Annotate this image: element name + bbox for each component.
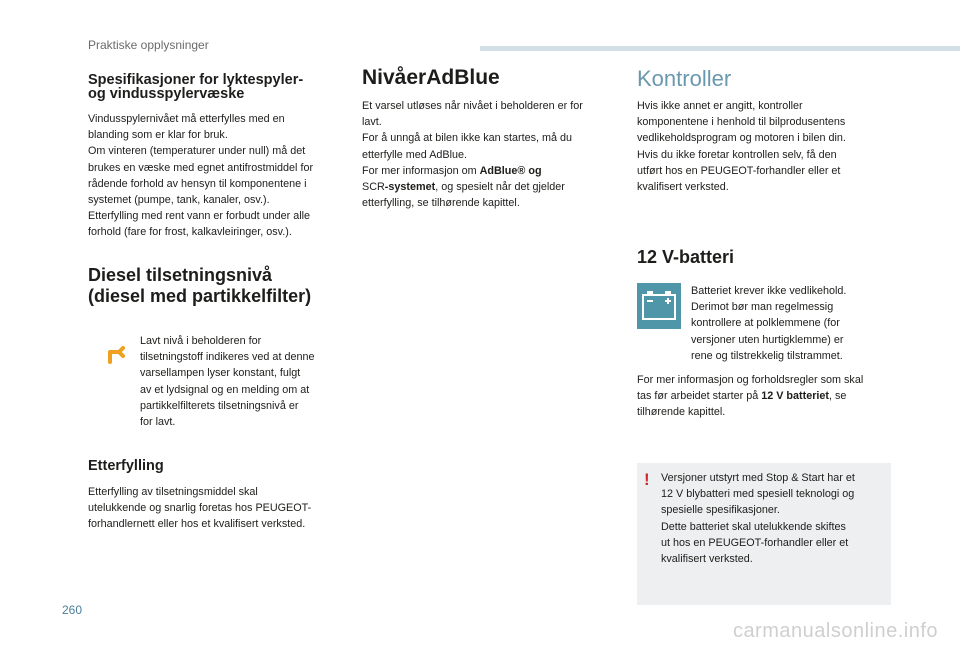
- adblue-line: etterfylle med AdBlue.: [362, 148, 468, 161]
- adblue-more-text: For mer informasjon om: [362, 164, 480, 177]
- more-info-line: For mer informasjon og forholdsregler som skal: [637, 374, 864, 386]
- warning-paragraph: [661, 470, 855, 567]
- battery-paragraph: [691, 283, 846, 364]
- spec-paragraph: [88, 111, 313, 241]
- more-info-line: [637, 388, 863, 404]
- page-number: 260: [62, 603, 83, 617]
- adblue-line: etterfylling, se tilhørende kapittel.: [362, 197, 520, 210]
- warning-icon: !: [644, 470, 650, 489]
- warning-line: kvalifisert verksted.: [661, 553, 753, 566]
- spec-line: Etterfylling med rent vann er forbudt under alle: [88, 210, 311, 223]
- spec-line: systemet (pumpe, tank, kanaler, osv.).: [88, 194, 270, 207]
- warning-line: Dette batteriet skal utelukkende skiftes: [661, 520, 846, 533]
- scr-prefix: SCR: [362, 181, 385, 194]
- controls-paragraph: [637, 98, 846, 195]
- controls-line: vedlikeholdsprogram og motoren i bilen din.: [637, 132, 846, 145]
- battery-icon: [637, 283, 681, 329]
- controls-line: komponentene i henhold til bilprodusentens: [637, 116, 846, 129]
- diesel-line: av et lydsignal og en melding om at: [140, 383, 310, 396]
- controls-line: utført hos en PEUGEOT-forhandler eller et: [637, 164, 841, 177]
- more-info-line: tilhørende kapittel.: [637, 406, 726, 419]
- adblue-title: NivåerAdBlue: [362, 66, 500, 89]
- scr-bold-term: -systemet: [384, 181, 436, 194]
- scr-rest: , og spesielt når det gjelder: [435, 181, 565, 194]
- spec-line: forhold (fare for frost, kalkavleiringer, osv.).: [88, 226, 292, 239]
- watermark: carmanualsonline.info: [732, 620, 938, 642]
- refill-title: Etterfylling: [88, 458, 164, 474]
- refill-line: utelukkende og snarlig foretas hos PEUGEOT-: [88, 502, 312, 515]
- additive-warning-lamp-icon: [108, 342, 126, 370]
- adblue-line-more-info: [362, 163, 583, 179]
- header-bar: [480, 46, 960, 51]
- section-title: Praktiske opplysninger: [88, 38, 209, 52]
- spec-line: rådende forhold av hensyn til komponentene i: [88, 177, 307, 190]
- spec-title-line-1: Spesifikasjoner for lyktespyler-: [88, 72, 304, 88]
- adblue-line: lavt.: [362, 116, 382, 129]
- battery-bold-term: 12 V batteriet: [761, 390, 830, 403]
- battery-title: 12 V-batteri: [637, 247, 735, 267]
- warning-line: ut hos en PEUGEOT-forhandler eller et: [661, 536, 849, 549]
- refill-paragraph: [88, 484, 311, 533]
- spec-line: Vindusspylernivået må etterfylles med en: [88, 113, 285, 125]
- diesel-line: partikkelfilterets tilsetningsnivå er: [140, 399, 299, 412]
- more-info-text: tas før arbeidet starter på: [637, 390, 762, 403]
- battery-more-info: [637, 372, 863, 421]
- refill-line: forhandlernett eller hos et kvalifisert verksted.: [88, 518, 306, 531]
- spec-line: brukes en væske med egnet antifrostmiddel for: [88, 161, 314, 174]
- adblue-line: Et varsel utløses når nivået i beholderen er for: [362, 100, 583, 112]
- adblue-line-scr: [362, 179, 583, 195]
- battery-line: Derimot bør man regelmessig: [691, 301, 834, 314]
- controls-line: Hvis du ikke foretar kontrollen selv, få den: [637, 148, 837, 161]
- controls-title: Kontroller: [637, 66, 732, 91]
- spec-line: blanding som er klar for bruk.: [88, 129, 228, 142]
- diesel-line: for lavt.: [140, 416, 176, 429]
- adblue-line: For å unngå at bilen ikke kan startes, må du: [362, 132, 573, 145]
- warning-line: 12 V blybatteri med spesiell teknologi og: [661, 488, 855, 501]
- diesel-line: varsellampen lyser konstant, fulgt: [140, 367, 301, 380]
- spec-line: Om vinteren (temperaturer under null) må det: [88, 145, 306, 158]
- diesel-title-line-1: Diesel tilsetningsnivå: [88, 265, 273, 285]
- warning-line: spesielle spesifikasjoner.: [661, 504, 780, 517]
- more-info-text: , se: [829, 390, 847, 403]
- controls-line: kvalifisert verksted.: [637, 181, 729, 194]
- diesel-title-line-2: (diesel med partikkelfilter): [88, 286, 312, 306]
- warning-line: Versjoner utstyrt med Stop & Start har et: [661, 472, 855, 484]
- battery-line: kontrollere at polklemmene (for: [691, 317, 840, 330]
- diesel-line: tilsetningstoff indikeres ved at denne: [140, 351, 315, 364]
- battery-line: Batteriet krever ikke vedlikehold.: [691, 285, 847, 297]
- battery-line: versjoner uten hurtigklemme) er: [691, 333, 844, 346]
- refill-line: Etterfylling av tilsetningsmiddel skal: [88, 486, 258, 498]
- spec-title-line-2: og vindusspylervæske: [88, 86, 245, 102]
- diesel-paragraph: [140, 333, 314, 430]
- adblue-paragraph: [362, 98, 583, 211]
- diesel-line: Lavt nivå i beholderen for: [140, 335, 262, 347]
- controls-line: Hvis ikke annet er angitt, kontroller: [637, 100, 803, 112]
- adblue-bold-term: AdBlue® og: [479, 164, 542, 177]
- battery-line: rene og tilstrekkelig tilstrammet.: [691, 349, 843, 362]
